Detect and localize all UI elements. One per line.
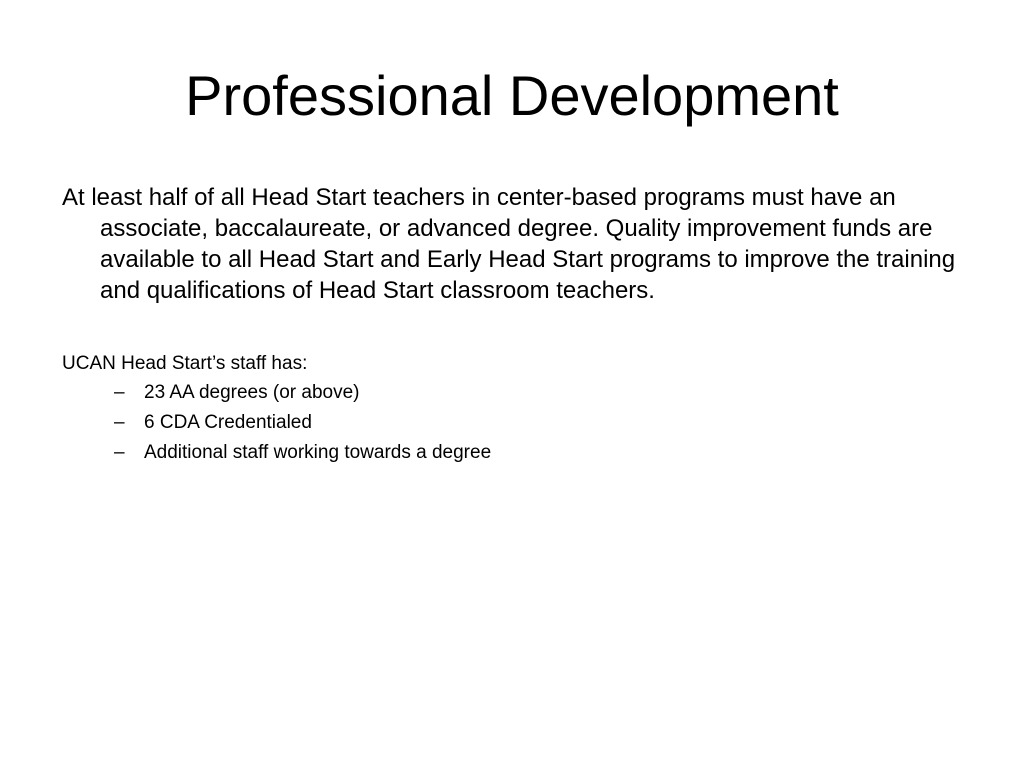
slide-body [62, 182, 962, 471]
slide-title: Professional Development [185, 64, 839, 127]
dash-bullet: – [114, 382, 125, 403]
dash-bullet: – [114, 442, 125, 463]
intro-paragraph: At least half of all Head Start teachers in center-based programs must have an associate, baccalaureate, or advanced degree. Quality improvement funds are available to all Head Start and Early Head Start programs to improve the training and qualifications of Head Start classroom teachers. [62, 184, 956, 304]
dash-bullet: – [114, 412, 125, 433]
list-item-text: 6 CDA Credentialed [144, 412, 312, 433]
list-item [62, 411, 962, 435]
list-item [62, 441, 962, 465]
list-item-text: Additional staff working towards a degree [144, 442, 492, 463]
list-item-text: 23 AA degrees (or above) [144, 382, 360, 403]
list-item [62, 381, 962, 405]
staff-list [62, 381, 962, 465]
staff-heading: UCAN Head Start’s staff has: [62, 353, 308, 374]
